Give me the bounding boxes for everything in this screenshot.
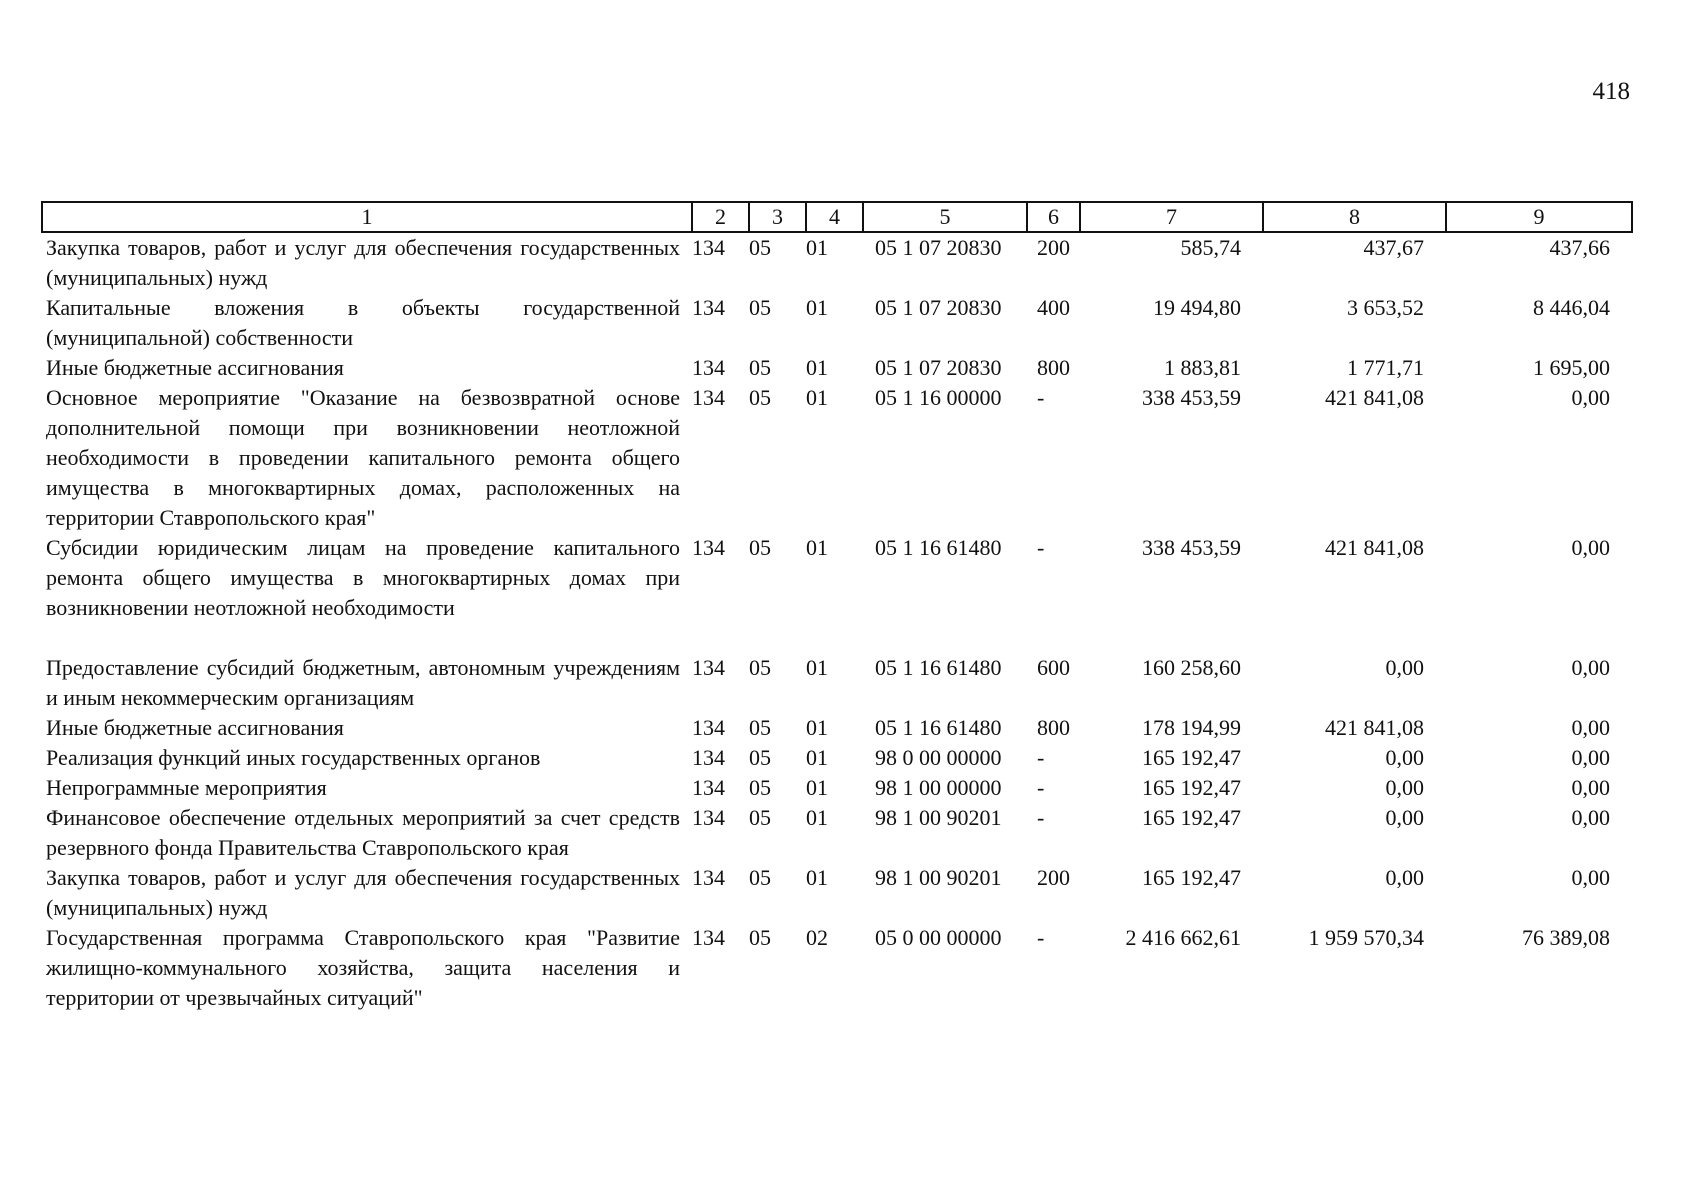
row-subsection-code: 01 — [806, 775, 828, 800]
row-target-code: 98 1 00 00000 — [875, 775, 1002, 800]
row-target-code: 05 1 07 20830 — [875, 235, 1002, 260]
budget-table — [41, 201, 1633, 1013]
row-amount-col9: 0,00 — [1571, 385, 1610, 410]
table-row — [42, 863, 1632, 923]
row-subsection-code: 01 — [806, 295, 828, 320]
row-ministry-code: 134 — [692, 865, 725, 890]
row-subsection-code: 02 — [806, 925, 828, 950]
row-amount-col8: 0,00 — [1385, 655, 1424, 680]
row-amount-col7: 165 192,47 — [1142, 745, 1241, 770]
row-section-code: 05 — [749, 295, 771, 320]
row-target-code: 98 1 00 90201 — [875, 865, 1002, 890]
table-header-row — [42, 202, 1632, 232]
row-amount-col8: 0,00 — [1385, 865, 1424, 890]
header-col-7: 7 — [1080, 202, 1263, 232]
row-ministry-code: 134 — [692, 235, 725, 260]
row-description: Предоставление субсидий бюджетным, автономным учреждениям и иным некоммерческим организациям — [46, 655, 680, 710]
row-amount-col9: 437,66 — [1549, 235, 1610, 260]
row-expense-type: - — [1037, 805, 1045, 830]
row-description: Закупка товаров, работ и услуг для обеспечения государственных (муниципальных) нужд — [46, 235, 680, 290]
row-target-code: 05 0 00 00000 — [875, 925, 1002, 950]
table-row — [42, 773, 1632, 803]
header-col-5: 5 — [863, 202, 1027, 232]
row-amount-col7: 1 883,81 — [1164, 355, 1241, 380]
row-ministry-code: 134 — [692, 295, 725, 320]
row-description: Субсидии юридическим лицам на проведение капитального ремонта общего имущества в многоквартирных домах при возникновении неотложной необходимости — [46, 535, 680, 620]
row-section-code: 05 — [749, 745, 771, 770]
row-amount-col8: 0,00 — [1385, 805, 1424, 830]
row-subsection-code: 01 — [806, 805, 828, 830]
row-amount-col9: 1 695,00 — [1533, 355, 1610, 380]
row-amount-col8: 437,67 — [1363, 235, 1424, 260]
row-expense-type: - — [1037, 385, 1045, 410]
row-expense-type: - — [1037, 745, 1045, 770]
table-row — [42, 713, 1632, 743]
row-amount-col8: 1 771,71 — [1347, 355, 1424, 380]
row-section-code: 05 — [749, 775, 771, 800]
row-subsection-code: 01 — [806, 745, 828, 770]
table-row — [42, 232, 1632, 293]
row-amount-col8: 421 841,08 — [1325, 385, 1424, 410]
row-target-code: 05 1 16 61480 — [875, 715, 1002, 740]
row-section-code: 05 — [749, 385, 771, 410]
row-amount-col7: 165 192,47 — [1142, 805, 1241, 830]
header-col-1: 1 — [42, 202, 692, 232]
table-row — [42, 623, 1632, 713]
row-amount-col7: 338 453,59 — [1142, 535, 1241, 560]
row-amount-col9: 0,00 — [1571, 535, 1610, 560]
row-description: Финансовое обеспечение отдельных мероприятий за счет средств резервного фонда Правительства Ставропольского края — [46, 805, 680, 860]
row-amount-col7: 2 416 662,61 — [1125, 925, 1241, 950]
row-subsection-code: 01 — [806, 535, 828, 560]
row-amount-col9: 76 389,08 — [1522, 925, 1610, 950]
row-section-code: 05 — [749, 925, 771, 950]
row-ministry-code: 134 — [692, 655, 725, 680]
row-ministry-code: 134 — [692, 775, 725, 800]
row-amount-col9: 8 446,04 — [1533, 295, 1610, 320]
row-target-code: 05 1 07 20830 — [875, 355, 1002, 380]
table-row — [42, 923, 1632, 1013]
row-expense-type: - — [1037, 535, 1045, 560]
row-amount-col9: 0,00 — [1571, 655, 1610, 680]
row-ministry-code: 134 — [692, 745, 725, 770]
header-col-4: 4 — [806, 202, 863, 232]
row-description: Иные бюджетные ассигнования — [46, 355, 344, 380]
header-col-2: 2 — [692, 202, 749, 232]
row-subsection-code: 01 — [806, 355, 828, 380]
row-ministry-code: 134 — [692, 715, 725, 740]
row-section-code: 05 — [749, 805, 771, 830]
row-description: Основное мероприятие "Оказание на безвозвратной основе дополнительной помощи при возникновении неотложной необходимости в проведении капитального ремонта общего имущества в многоквартирных домах, расположенных на территории Ставропольского края" — [46, 385, 680, 530]
row-section-code: 05 — [749, 535, 771, 560]
row-amount-col8: 1 959 570,34 — [1308, 925, 1424, 950]
row-amount-col9: 0,00 — [1571, 745, 1610, 770]
row-ministry-code: 134 — [692, 385, 725, 410]
row-target-code: 05 1 07 20830 — [875, 295, 1002, 320]
header-col-8: 8 — [1263, 202, 1446, 232]
row-subsection-code: 01 — [806, 865, 828, 890]
row-amount-col7: 160 258,60 — [1142, 655, 1241, 680]
page-number: 418 — [1592, 78, 1630, 105]
row-section-code: 05 — [749, 655, 771, 680]
row-target-code: 98 0 00 00000 — [875, 745, 1002, 770]
row-subsection-code: 01 — [806, 715, 828, 740]
row-section-code: 05 — [749, 355, 771, 380]
header-col-3: 3 — [749, 202, 806, 232]
row-section-code: 05 — [749, 235, 771, 260]
row-amount-col8: 0,00 — [1385, 775, 1424, 800]
table-row — [42, 383, 1632, 533]
row-description: Иные бюджетные ассигнования — [46, 715, 344, 740]
row-amount-col7: 19 494,80 — [1153, 295, 1241, 320]
row-ministry-code: 134 — [692, 925, 725, 950]
header-col-9: 9 — [1446, 202, 1632, 232]
row-amount-col9: 0,00 — [1571, 775, 1610, 800]
row-amount-col7: 338 453,59 — [1142, 385, 1241, 410]
row-ministry-code: 134 — [692, 355, 725, 380]
row-description: Закупка товаров, работ и услуг для обеспечения государственных (муниципальных) нужд — [46, 865, 680, 920]
row-amount-col8: 421 841,08 — [1325, 535, 1424, 560]
row-ministry-code: 134 — [692, 535, 725, 560]
row-amount-col7: 585,74 — [1180, 235, 1241, 260]
row-description: Реализация функций иных государственных органов — [46, 745, 541, 770]
row-description: Государственная программа Ставропольского края "Развитие жилищно-коммунального хозяйства, защита населения и территории от чрезвычайных ситуаций" — [46, 925, 680, 1010]
row-amount-col9: 0,00 — [1571, 715, 1610, 740]
row-ministry-code: 134 — [692, 805, 725, 830]
table-row — [42, 353, 1632, 383]
table-row — [42, 533, 1632, 623]
table-row — [42, 803, 1632, 863]
row-target-code: 05 1 16 00000 — [875, 385, 1002, 410]
row-target-code: 05 1 16 61480 — [875, 655, 1002, 680]
row-amount-col8: 0,00 — [1385, 745, 1424, 770]
row-target-code: 98 1 00 90201 — [875, 805, 1002, 830]
row-section-code: 05 — [749, 865, 771, 890]
row-amount-col8: 3 653,52 — [1347, 295, 1424, 320]
row-expense-type: 800 — [1037, 355, 1070, 380]
header-col-6: 6 — [1027, 202, 1080, 232]
row-subsection-code: 01 — [806, 235, 828, 260]
table-row — [42, 293, 1632, 353]
row-description: Непрограммные мероприятия — [46, 775, 327, 800]
table-row — [42, 743, 1632, 773]
row-expense-type: 800 — [1037, 715, 1070, 740]
row-expense-type: 200 — [1037, 235, 1070, 260]
row-amount-col7: 165 192,47 — [1142, 865, 1241, 890]
row-expense-type: 200 — [1037, 865, 1070, 890]
row-amount-col7: 178 194,99 — [1142, 715, 1241, 740]
row-expense-type: - — [1037, 775, 1045, 800]
row-expense-type: 400 — [1037, 295, 1070, 320]
row-description: Капитальные вложения в объекты государственной (муниципальной) собственности — [46, 295, 680, 350]
row-amount-col8: 421 841,08 — [1325, 715, 1424, 740]
row-amount-col7: 165 192,47 — [1142, 775, 1241, 800]
row-section-code: 05 — [749, 715, 771, 740]
row-expense-type: 600 — [1037, 655, 1070, 680]
row-amount-col9: 0,00 — [1571, 805, 1610, 830]
row-expense-type: - — [1037, 925, 1045, 950]
row-subsection-code: 01 — [806, 385, 828, 410]
row-subsection-code: 01 — [806, 655, 828, 680]
row-amount-col9: 0,00 — [1571, 865, 1610, 890]
row-target-code: 05 1 16 61480 — [875, 535, 1002, 560]
